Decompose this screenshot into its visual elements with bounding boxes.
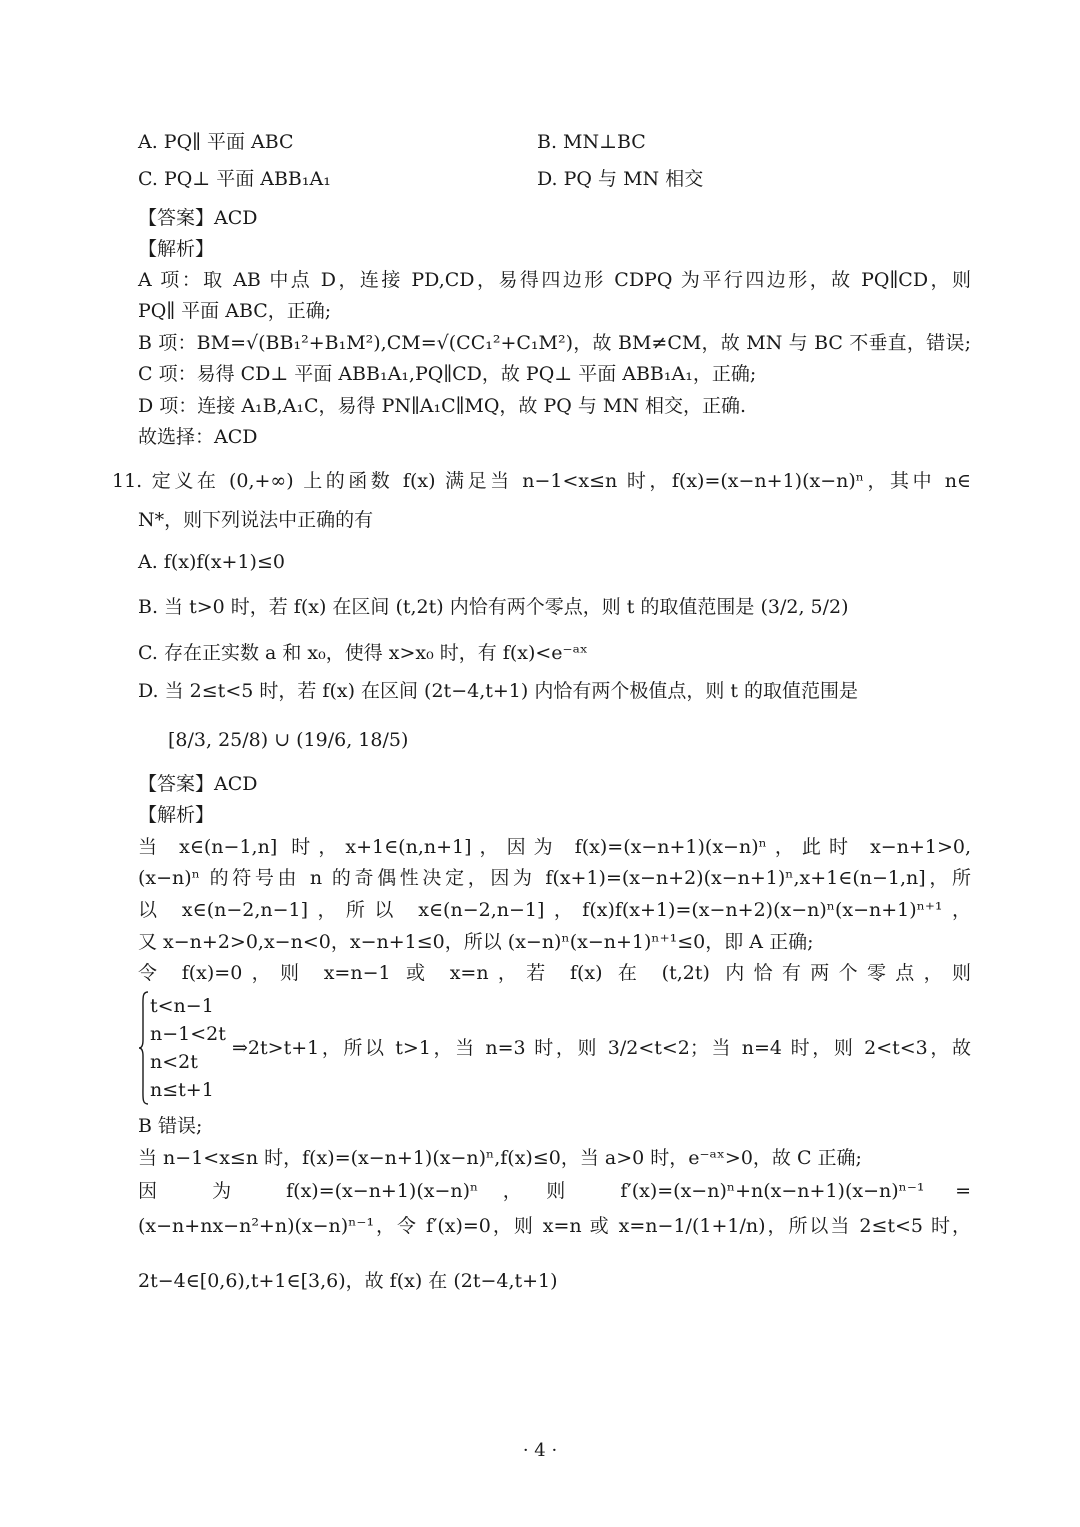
system-line: n≤t+1 (150, 1079, 214, 1101)
q11-option-d: D. 当 2≤t<5 时，若 f(x) 在区间 (2t−4,t+1) 内恰有两个极值点，则 t 的取值范围是 (138, 680, 859, 702)
q10-analysis-line: PQ∥ 平面 ABC，正确; (138, 300, 332, 322)
q11-analysis-line: 又 x−n+2>0,x−n<0，x−n+1≤0，所以 (x−n)ⁿ(x−n+1)ⁿ⁺¹≤0，即 A 正确; (138, 931, 814, 953)
system-conclusion: ⇒2t>t+1，所以 t>1，当 n=3 时，则 3/2<t<2；当 n=4 时，则 2<t<3，故 (232, 1037, 971, 1059)
q10-option-a: A. PQ∥ 平面 ABC (138, 131, 294, 153)
q11-analysis-line: B 错误; (138, 1115, 203, 1137)
q11-analysis-line: 2t−4∈[0,6),t+1∈[3,6)，故 f(x) 在 (2t−4,t+1) (138, 1270, 558, 1292)
q11-option-d-range: [8/3, 25/8) ∪ (19/6, 18/5) (168, 729, 409, 751)
left-brace-icon (138, 990, 150, 1106)
q10-analysis-line: A 项：取 AB 中点 D，连接 PD,CD，易得四边形 CDPQ 为平行四边形，故 PQ∥CD，则 (138, 269, 971, 291)
q10-analysis-line: D 项：连接 A₁B,A₁C，易得 PN∥A₁C∥MQ，故 PQ 与 MN 相交，正确. (138, 395, 747, 417)
q10-analysis-line: C 项：易得 CD⊥ 平面 ABB₁A₁,PQ∥CD，故 PQ⊥ 平面 ABB₁A₁，正确; (138, 363, 757, 385)
q11-option-a: A. f(x)f(x+1)≤0 (138, 551, 285, 573)
q10-analysis-line: B 项：BM=√(BB₁²+B₁M²),CM=√(CC₁²+C₁M²)，故 BM≠CM，故 MN 与 BC 不垂直，错误; (138, 332, 971, 354)
q11-analysis-line: 以 x∈(n−2,n−1]，所以 x∈(n−2,n−1]，f(x)f(x+1)=(x−n+2)(x−n)ⁿ(x−n+1)ⁿ⁺¹， (138, 899, 971, 921)
q10-answer: 【答案】ACD (138, 207, 258, 229)
system-line: t<n−1 (150, 995, 214, 1017)
q11-stem-line: 11. 定义在 (0,+∞) 上的函数 f(x) 满足当 n−1<x≤n 时，f(x)=(x−n+1)(x−n)ⁿ，其中 n∈ (112, 470, 971, 492)
piecewise-system (138, 990, 233, 1106)
q11-option-c: C. 存在正实数 a 和 x₀，使得 x>x₀ 时，有 f(x)<e⁻ᵃˣ (138, 642, 588, 664)
q11-analysis-line: (x−n+nx−n²+n)(x−n)ⁿ⁻¹，令 f′(x)=0，则 x=n 或 x=n−1/(1+1/n)，所以当 2≤t<5 时， (138, 1215, 971, 1237)
q11-analysis-heading: 【解析】 (138, 804, 215, 826)
q10-analysis-heading: 【解析】 (138, 238, 215, 260)
q11-analysis-line: 因 为 f(x)=(x−n+1)(x−n)ⁿ，则 f′(x)=(x−n)ⁿ+n(x−n+1)(x−n)ⁿ⁻¹ = (138, 1180, 971, 1202)
q11-stem-line: N*，则下列说法中正确的有 (138, 509, 374, 531)
q11-answer: 【答案】ACD (138, 773, 258, 795)
q11-analysis-line: (x−n)ⁿ 的符号由 n 的奇偶性决定，因为 f(x+1)=(x−n+2)(x−n+1)ⁿ,x+1∈(n−1,n]，所 (138, 867, 971, 889)
q11-analysis-line: 当 n−1<x≤n 时，f(x)=(x−n+1)(x−n)ⁿ,f(x)≤0，当 a>0 时，e⁻ᵃˣ>0，故 C 正确; (138, 1147, 862, 1169)
q10-option-d: D. PQ 与 MN 相交 (537, 168, 704, 190)
q11-analysis-line: 令 f(x)=0，则 x=n−1 或 x=n，若 f(x) 在 (t,2t) 内恰有两个零点，则 (138, 962, 971, 984)
system-line: n−1<2t (150, 1023, 226, 1045)
page-number: · 4 · (522, 1440, 558, 1461)
q11-option-b: B. 当 t>0 时，若 f(x) 在区间 (t,2t) 内恰有两个零点，则 t 的取值范围是 (3/2, 5/2) (138, 596, 849, 618)
q10-option-b: B. MN⊥BC (537, 131, 646, 153)
q11-analysis-line: 当 x∈(n−1,n] 时，x+1∈(n,n+1]，因为 f(x)=(x−n+1)(x−n)ⁿ，此时 x−n+1>0, (138, 836, 971, 858)
system-line: n<2t (150, 1051, 198, 1073)
q10-option-c: C. PQ⊥ 平面 ABB₁A₁ (138, 168, 331, 190)
q10-analysis-line: 故选择：ACD (138, 426, 258, 448)
